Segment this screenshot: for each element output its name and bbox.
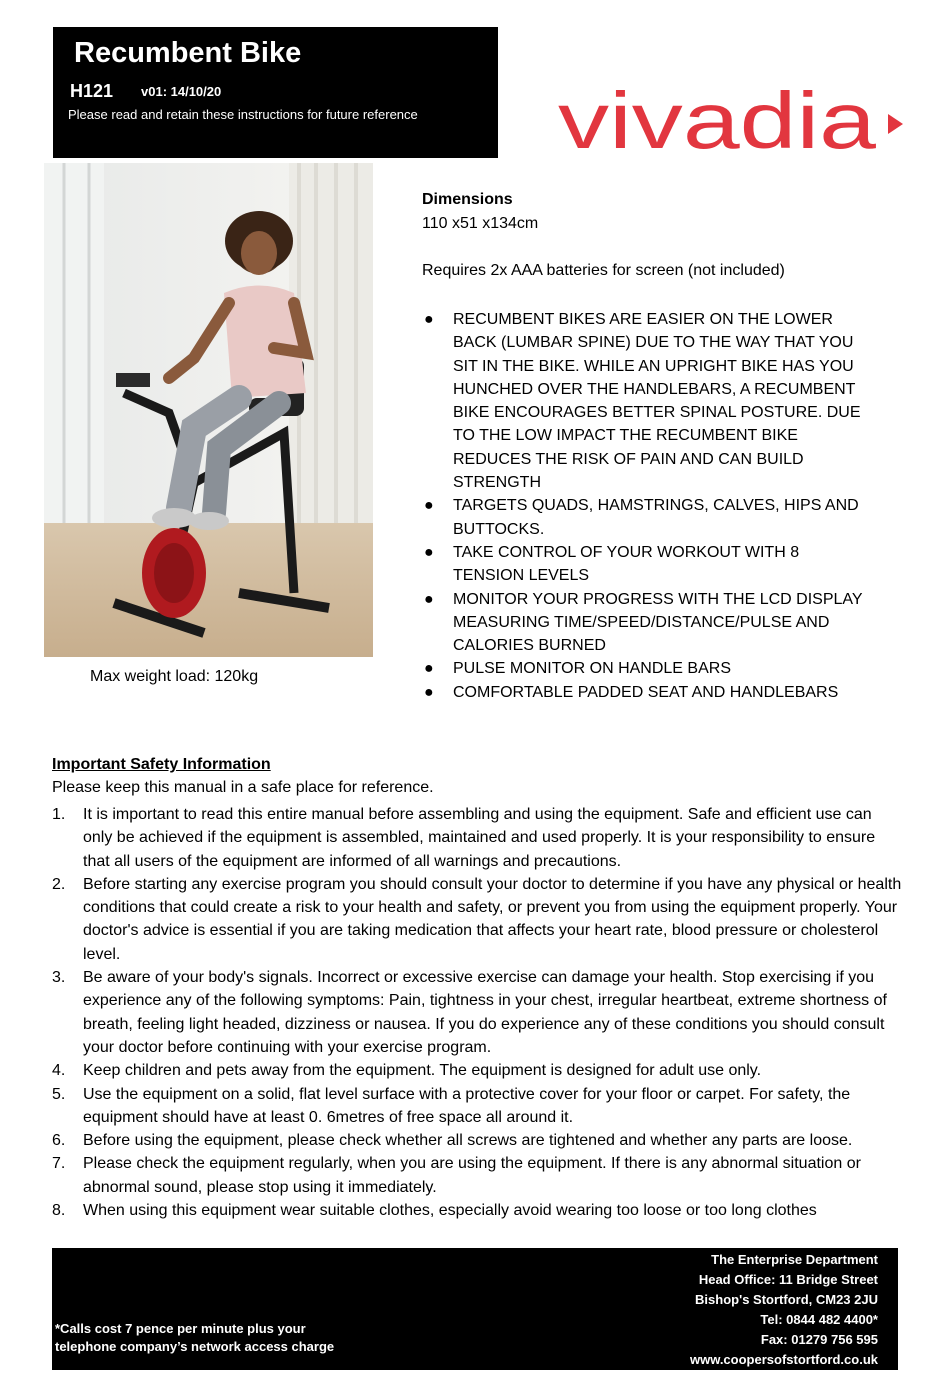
bullet-icon: ●	[424, 660, 434, 678]
website-link[interactable]: www.coopersofstortford.co.uk	[689, 1352, 878, 1367]
dimensions-heading: Dimensions	[422, 191, 513, 208]
safety-intro: Please keep this manual in a safe place for reference.	[52, 779, 434, 796]
bullet-icon: ●	[424, 543, 434, 561]
address-line-2: Bishop's Stortford, CM23 2JU	[695, 1292, 878, 1307]
safety-item	[52, 1129, 902, 1152]
address-line-1: Head Office: 11 Bridge Street	[698, 1272, 878, 1287]
item-number: 4.	[52, 1062, 66, 1080]
brand-logo	[558, 68, 904, 152]
feature-text: RECUMBENT BIKES ARE EASIER ON THE LOWER BACK (LUMBAR SPINE) DUE TO THE WAY THAT YOU SIT IN THE BIKE. WHILE AN UPRIGHT BIKE HAS YOU HUNCHED OVER THE HANDLEBARS, A RECUMBENT BIKE ENCOURAGES BETTER SPINAL POSTURE. DUE TO THE LOW IMPACT THE RECUMBENT BIKE REDUCES THE RISK OF PAIN AND CAN BUILD STRENGTH	[453, 311, 861, 492]
calls-cost-line-2: telephone company’s network access charge	[55, 1339, 335, 1354]
item-text: It is important to read this entire manual before assembling and using the equipment. Safe and efficient use can only be achieved if the equipment is assembled, maintained and used properly. It is your responsibility to ensure that all users of the equipment are informed of all warnings and precautions.	[83, 806, 876, 870]
bullet-icon: ●	[424, 497, 434, 515]
brand-arrow-icon	[888, 114, 903, 134]
calls-cost-line-1: *Calls cost 7 pence per minute plus your	[55, 1321, 306, 1336]
document-title: Recumbent Bike	[74, 37, 302, 69]
brand-logo-text: vivadia	[558, 76, 877, 152]
item-text: Use the equipment on a solid, flat level surface with a protective cover for your floor or carpet. For safety, the equipment should have at least 0. 6metres of free space all around it.	[83, 1085, 851, 1126]
feature-item	[422, 494, 867, 541]
fax: Fax: 01279 756 595	[760, 1332, 878, 1347]
item-number: 5.	[52, 1085, 66, 1103]
item-number: 1.	[52, 806, 66, 823]
feature-item	[422, 681, 867, 704]
company-name: The Enterprise Department	[711, 1252, 878, 1267]
safety-item	[52, 803, 902, 873]
feature-item	[422, 588, 867, 658]
item-number: 6.	[52, 1132, 66, 1150]
feature-text: TAKE CONTROL OF YOUR WORKOUT WITH 8 TENSION LEVELS	[453, 543, 800, 585]
item-number: 2.	[52, 875, 66, 893]
safety-item	[52, 1199, 902, 1222]
item-number: 3.	[52, 969, 66, 987]
item-text: Please check the equipment regularly, when you are using the equipment. If there is any abnormal situation or abnormal sound, please stop using it immediately.	[83, 1155, 861, 1196]
item-text: Before using the equipment, please check whether all screws are tightened and whether any parts are loose.	[83, 1132, 853, 1150]
item-text: Before starting any exercise program you should consult your doctor to determine if you have any physical or health conditions that could create a risk to your health and safety, or prevent you from using the equipment properly. Your doctor's advice is essential if you are taking medication that affects your heart rate, blood pressure or cholesterol level.	[83, 875, 902, 963]
safety-item	[52, 1152, 902, 1199]
model-code: H121	[70, 81, 114, 101]
safety-item	[52, 1059, 902, 1082]
safety-item	[52, 873, 902, 966]
safety-list	[52, 803, 902, 1222]
bullet-icon: ●	[424, 590, 434, 608]
batteries-note: Requires 2x AAA batteries for screen (not included)	[422, 262, 785, 279]
feature-text: MONITOR YOUR PROGRESS WITH THE LCD DISPLAY MEASURING TIME/SPEED/DISTANCE/PULSE AND CALORIES BURNED	[453, 590, 863, 655]
feature-item	[422, 308, 867, 494]
feature-text: COMFORTABLE PADDED SEAT AND HANDLEBARS	[453, 683, 839, 701]
dimensions-value: 110 x51 x134cm	[422, 215, 539, 232]
safety-item	[52, 966, 902, 1059]
feature-text: TARGETS QUADS, HAMSTRINGS, CALVES, HIPS AND BUTTOCKS.	[453, 497, 859, 538]
bullet-icon: ●	[424, 311, 434, 328]
product-photo	[44, 163, 373, 657]
item-number: 7.	[52, 1155, 66, 1173]
version-label: v01: 14/10/20	[141, 84, 222, 99]
telephone: Tel: 0844 482 4400*	[760, 1312, 878, 1327]
item-text: When using this equipment wear suitable clothes, especially avoid wearing too loose or too long clothes	[83, 1202, 817, 1220]
feature-text: PULSE MONITOR ON HANDLE BARS	[453, 660, 731, 678]
feature-list	[422, 308, 867, 704]
calls-cost-note	[55, 1320, 334, 1356]
header-box	[53, 27, 498, 158]
item-text: Be aware of your body's signals. Incorrect or excessive exercise can damage your health. Stop exercising if you experience any of the following symptoms: Pain, tightness in your chest, irregular heartbeat, extreme shortness of breath, feeling light headed, dizziness or nausea. If you do experience any of these conditions you should consult your doctor before continuing with your exercise program.	[83, 969, 887, 1056]
safety-item	[52, 1083, 902, 1130]
company-contact	[690, 1250, 878, 1370]
feature-item	[422, 541, 867, 588]
footer-bar	[52, 1248, 898, 1370]
retain-note: Please read and retain these instructions for future reference	[68, 107, 418, 122]
item-text: Keep children and pets away from the equipment. The equipment is designed for adult use only.	[83, 1062, 762, 1080]
max-weight-label: Max weight load: 120kg	[90, 668, 259, 685]
feature-item	[422, 657, 867, 680]
item-number: 8.	[52, 1202, 66, 1220]
bullet-icon: ●	[424, 683, 434, 701]
safety-heading: Important Safety Information	[52, 756, 271, 773]
